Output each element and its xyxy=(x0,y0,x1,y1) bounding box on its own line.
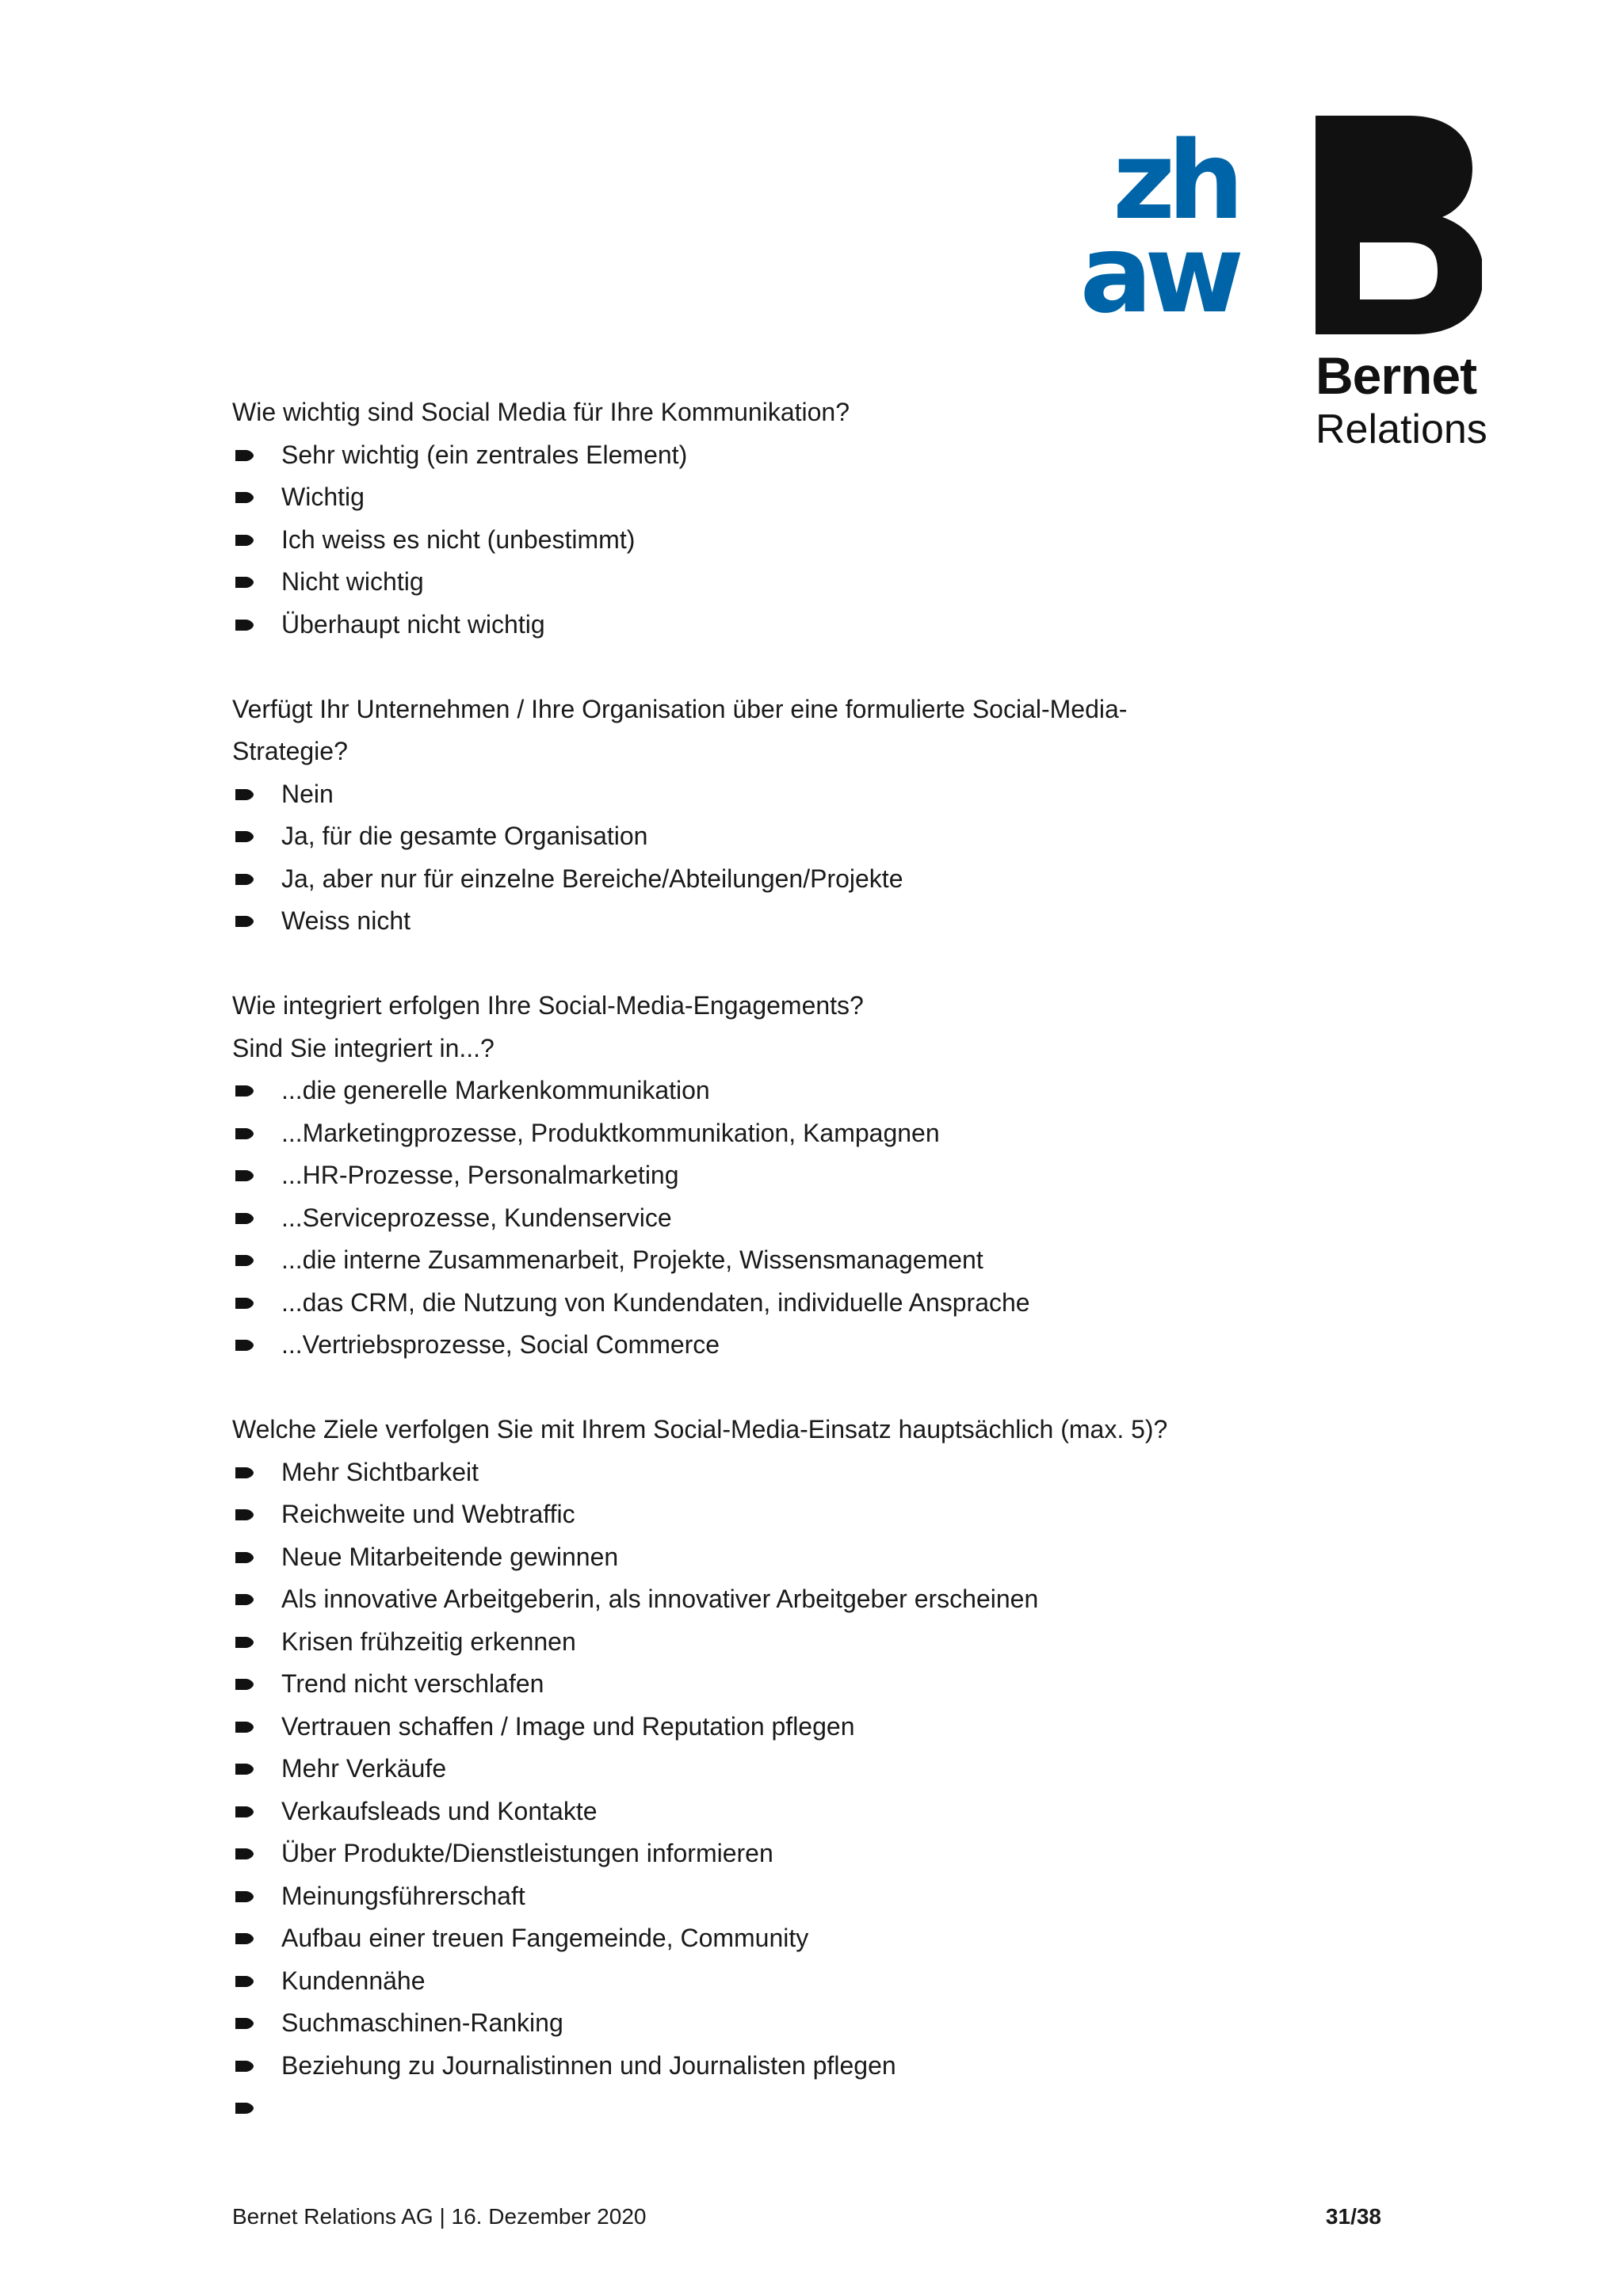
arrow-bullet-icon xyxy=(234,619,254,631)
question-text: Sind Sie integriert in...? xyxy=(232,1033,495,1062)
answer-option xyxy=(232,519,1278,562)
arrow-bullet-icon xyxy=(234,2060,254,2073)
question-group xyxy=(232,985,1278,1367)
answer-option-label: ...die interne Zusammenarbeit, Projekte, Wissensmanagement xyxy=(281,1245,983,1274)
answer-option xyxy=(232,1663,1278,1706)
arrow-bullet-icon xyxy=(234,534,254,547)
question-text: Welche Ziele verfolgen Sie mit Ihrem Social-Media-Einsatz hauptsächlich (max. 5)? xyxy=(232,1415,1168,1444)
answer-option xyxy=(232,1493,1278,1536)
answer-option xyxy=(232,1875,1278,1918)
answer-option-label: Beziehung zu Journalistinnen und Journalisten pflegen xyxy=(281,2050,896,2080)
answer-option xyxy=(232,2045,1278,2088)
answer-option-label: Meinungsführerschaft xyxy=(281,1881,525,1910)
arrow-bullet-icon xyxy=(234,1551,254,1564)
arrow-bullet-icon xyxy=(234,1297,254,1310)
question-text: Verfügt Ihr Unternehmen / Ihre Organisation über eine formulierte Social-Media- xyxy=(232,694,1128,723)
answer-option xyxy=(232,1621,1278,1664)
answer-option-label: Neue Mitarbeitende gewinnen xyxy=(281,1542,619,1571)
answer-option xyxy=(232,2002,1278,2045)
arrow-bullet-icon xyxy=(234,1848,254,1860)
answer-option xyxy=(232,1282,1278,1325)
question-group xyxy=(232,688,1278,943)
arrow-bullet-icon xyxy=(234,1127,254,1140)
zhaw-logo-line-1: zh xyxy=(1113,119,1236,244)
answer-option xyxy=(232,1154,1278,1197)
answer-option-label: Verkaufsleads und Kontakte xyxy=(281,1796,598,1825)
arrow-bullet-icon xyxy=(234,1890,254,1903)
question-text: Wie wichtig sind Social Media für Ihre Kommunikation? xyxy=(232,398,850,426)
answer-option-label: ...HR-Prozesse, Personalmarketing xyxy=(281,1161,679,1189)
arrow-bullet-icon xyxy=(234,1932,254,1945)
arrow-bullet-icon xyxy=(234,1085,254,1097)
question-text: Strategie? xyxy=(232,737,348,765)
answer-option-label: Über Produkte/Dienstleistungen informieren xyxy=(281,1839,773,1867)
arrow-bullet-icon xyxy=(234,1593,254,1606)
arrow-bullet-icon xyxy=(234,2102,254,2115)
arrow-bullet-icon xyxy=(234,1678,254,1691)
arrow-bullet-icon xyxy=(234,873,254,886)
answer-option xyxy=(232,1070,1278,1112)
answer-options-list xyxy=(232,773,1278,943)
answer-option xyxy=(232,1324,1278,1367)
arrow-bullet-icon xyxy=(234,915,254,928)
arrow-bullet-icon xyxy=(234,830,254,843)
arrow-bullet-icon xyxy=(234,491,254,504)
zhaw-logo xyxy=(1038,119,1236,341)
answer-option xyxy=(232,1112,1278,1155)
answer-option xyxy=(232,476,1278,519)
answer-option-label: Ja, für die gesamte Organisation xyxy=(281,822,648,850)
footer-company-date: Bernet Relations AG | 16. Dezember 2020 xyxy=(232,2204,647,2229)
page-number: 31/38 xyxy=(1325,2204,1381,2229)
arrow-bullet-icon xyxy=(234,1339,254,1352)
arrow-bullet-icon xyxy=(234,1806,254,1818)
question-group xyxy=(232,391,1278,646)
zhaw-logo-line-2: aw xyxy=(1079,212,1236,338)
arrow-bullet-icon xyxy=(234,1721,254,1733)
answer-option xyxy=(232,434,1278,477)
answer-option xyxy=(232,900,1278,943)
questionnaire xyxy=(232,391,1278,2172)
answer-option-label: Kundennähe xyxy=(281,1966,426,1995)
question-group xyxy=(232,1409,1278,2130)
answer-option xyxy=(232,1791,1278,1833)
answer-option xyxy=(232,1833,1278,1875)
answer-option-label: Nicht wichtig xyxy=(281,567,424,596)
answer-option xyxy=(232,773,1278,816)
answer-option xyxy=(232,1960,1278,2003)
arrow-bullet-icon xyxy=(234,449,254,462)
answer-option xyxy=(232,1578,1278,1621)
arrow-bullet-icon xyxy=(234,1508,254,1521)
answer-option-label: Mehr Verkäufe xyxy=(281,1754,447,1783)
arrow-bullet-icon xyxy=(234,1212,254,1225)
bernet-relations-logo xyxy=(1308,116,1498,464)
answer-option-label: ...Vertriebsprozesse, Social Commerce xyxy=(281,1330,720,1359)
answer-option-label: Vertrauen schaffen / Image und Reputation pflegen xyxy=(281,1711,855,1741)
answer-option-label: Überhaupt nicht wichtig xyxy=(281,609,545,639)
answer-option xyxy=(232,604,1278,646)
arrow-bullet-icon xyxy=(234,788,254,801)
answer-option-label: Reichweite und Webtraffic xyxy=(281,1500,575,1528)
answer-option-label: Mehr Sichtbarkeit xyxy=(281,1457,479,1486)
answer-option-label: Ja, aber nur für einzelne Bereiche/Abteilungen/Projekte xyxy=(281,864,903,893)
answer-option xyxy=(232,1536,1278,1579)
arrow-bullet-icon xyxy=(234,1466,254,1479)
arrow-bullet-icon xyxy=(234,576,254,589)
answer-option-label: ...die generelle Markenkommunikation xyxy=(281,1076,710,1104)
answer-option-label: Nein xyxy=(281,779,334,808)
answer-option-label: Als innovative Arbeitgeberin, als innovativer Arbeitgeber erscheinen xyxy=(281,1585,1039,1613)
answer-option-label: ...Marketingprozesse, Produktkommunikation, Kampagnen xyxy=(281,1118,940,1147)
answer-option xyxy=(232,858,1278,901)
answer-option xyxy=(232,1197,1278,1240)
answer-option-label: Weiss nicht xyxy=(281,906,411,935)
bernet-logo-name: Bernet xyxy=(1316,346,1477,405)
bernet-b-mark xyxy=(1316,116,1482,334)
arrow-bullet-icon xyxy=(234,1636,254,1649)
answer-options-list xyxy=(232,1070,1278,1367)
arrow-bullet-icon xyxy=(234,1763,254,1775)
answer-option xyxy=(232,2087,1278,2130)
bernet-logo-subtitle: Relations xyxy=(1316,406,1487,452)
answer-option xyxy=(232,1706,1278,1749)
answer-option-label: Aufbau einer treuen Fangemeinde, Community xyxy=(281,1924,809,1952)
answer-options-list xyxy=(232,434,1278,646)
answer-option xyxy=(232,1917,1278,1960)
answer-option xyxy=(232,1451,1278,1494)
answer-option-label: ...das CRM, die Nutzung von Kundendaten, individuelle Ansprache xyxy=(281,1287,1030,1317)
answer-option-label: Krisen frühzeitig erkennen xyxy=(281,1627,576,1656)
answer-option xyxy=(232,561,1278,604)
answer-option-label: ...Serviceprozesse, Kundenservice xyxy=(281,1203,672,1232)
answer-option xyxy=(232,1239,1278,1282)
answer-option-label: Sehr wichtig (ein zentrales Element) xyxy=(281,440,688,469)
answer-option-label: Suchmaschinen-Ranking xyxy=(281,2008,563,2037)
answer-option xyxy=(232,815,1278,858)
arrow-bullet-icon xyxy=(234,1975,254,1988)
arrow-bullet-icon xyxy=(234,1169,254,1182)
answer-options-list xyxy=(232,1451,1278,2130)
answer-option-label: Ich weiss es nicht (unbestimmt) xyxy=(281,524,636,554)
answer-option xyxy=(232,1748,1278,1791)
answer-option-label: Trend nicht verschlafen xyxy=(281,1669,544,1698)
answer-option-label: Wichtig xyxy=(281,482,365,511)
arrow-bullet-icon xyxy=(234,1254,254,1267)
question-text: Wie integriert erfolgen Ihre Social-Media-Engagements? xyxy=(232,991,864,1020)
arrow-bullet-icon xyxy=(234,2017,254,2030)
